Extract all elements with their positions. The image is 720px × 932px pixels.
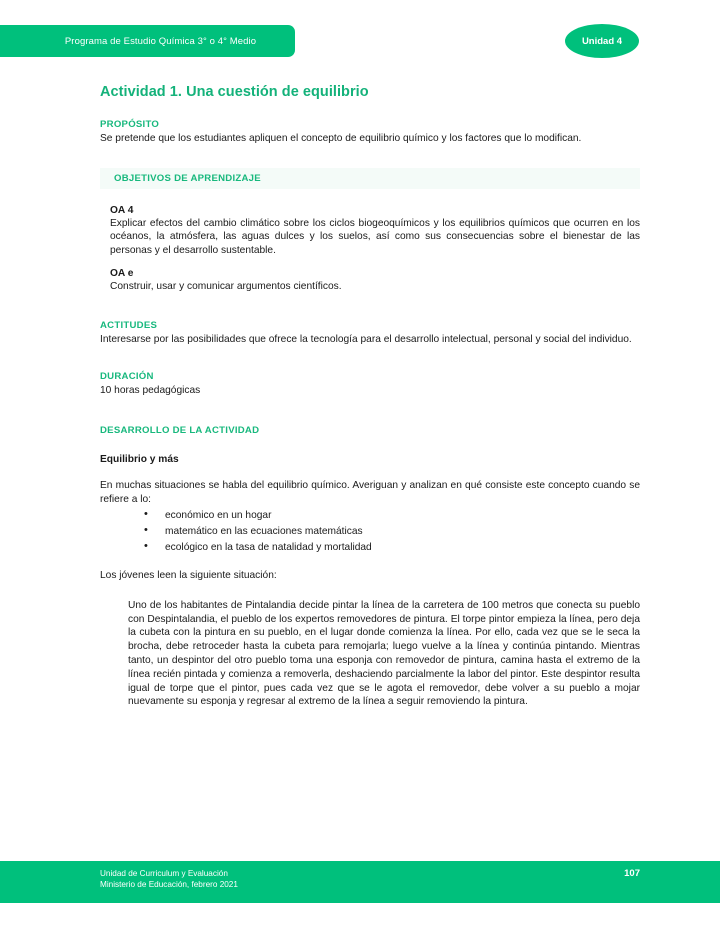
objetivo-code: OA e bbox=[110, 268, 134, 280]
objetivo-item-oa4 bbox=[100, 205, 640, 258]
page-number: 107 bbox=[624, 868, 640, 879]
footer-line-2: Ministerio de Educación, febrero 2021 bbox=[100, 880, 238, 890]
page-header bbox=[0, 25, 720, 57]
list-item: • matemático en las ecuaciones matemáticas bbox=[100, 524, 640, 540]
activity-title: Actividad 1. Una cuestión de equilibrio bbox=[100, 84, 369, 100]
proposito-heading: PROPÓSITO bbox=[100, 119, 160, 130]
footer-inner bbox=[100, 868, 640, 891]
duracion-section bbox=[100, 371, 640, 398]
objetivos-heading-band bbox=[100, 168, 640, 189]
footer-organization bbox=[100, 868, 238, 891]
list-item: • ecológico en la tasa de natalidad y mortalidad bbox=[100, 540, 640, 556]
duracion-heading: DURACIÓN bbox=[100, 370, 154, 382]
unit-badge-label: Unidad 4 bbox=[581, 35, 623, 47]
duracion-text: 10 horas pedagógicas bbox=[100, 384, 201, 396]
objetivo-item-oae bbox=[100, 268, 640, 294]
desarrollo-section bbox=[100, 425, 640, 709]
desarrollo-intro: En muchas situaciones se habla del equilibrio químico. Averiguan y analizan en qué consiste este concepto cuando se refiere a lo: bbox=[100, 480, 640, 505]
proposito-text: Se pretende que los estudiantes apliquen el concepto de equilibrio químico y los factores que lo modifican. bbox=[100, 133, 582, 144]
document-content bbox=[100, 84, 640, 719]
program-banner bbox=[0, 25, 295, 57]
actitudes-section bbox=[100, 320, 640, 347]
desarrollo-heading: DESARROLLO DE LA ACTIVIDAD bbox=[100, 425, 260, 437]
desarrollo-lead-in: Los jóvenes leen la siguiente situación: bbox=[100, 570, 277, 582]
list-item: • económico en un hogar bbox=[100, 508, 640, 524]
actitudes-text: Interesarse por las posibilidades que ofrece la tecnología para el desarrollo intelectual, personal y social del individuo. bbox=[100, 333, 632, 345]
desarrollo-bullet-list bbox=[100, 508, 640, 555]
page-footer bbox=[0, 861, 720, 903]
objetivo-code: OA 4 bbox=[110, 204, 134, 216]
proposito-section bbox=[100, 119, 640, 146]
footer-line-1: Unidad de Curriculum y Evaluación bbox=[100, 869, 228, 878]
objetivo-text: Explicar efectos del cambio climático sobre los ciclos biogeoquímicos y los equilibrios químicos que ocurren en los océanos, la atmósfera, las aguas dulces y los suelos, así como sus consecuencias sobre el bienestar de las personas y el desarrollo sustentable. bbox=[110, 217, 640, 256]
unit-badge bbox=[565, 24, 639, 58]
actitudes-heading: ACTITUDES bbox=[100, 319, 158, 331]
objetivos-heading: OBJETIVOS DE APRENDIZAJE bbox=[114, 172, 261, 184]
program-banner-label: Programa de Estudio Química 3° o 4° Medio bbox=[64, 35, 257, 47]
objetivo-text: Construir, usar y comunicar argumentos científicos. bbox=[110, 281, 342, 293]
desarrollo-story-paragraph: Uno de los habitantes de Pintalandia decide pintar la línea de la carretera de 100 metros que conecta su pueblo con Despintalandia, el pueblo de los expertos removedores de pintura. El torpe pintor empieza la línea, pero deja la cubeta con la pintura en su pueblo, en el lugar donde comienza la línea. Por ello, cada vez que se le seca la brocha, debe retroceder hasta la cubeta para remojarla; luego vuelve a la línea y continúa pintando. Mientras tanto, un despintor del otro pueblo toma una esponja con removedor de pintura, camina hasta el extremo de la línea recién pintada y comienza a removerla, deshaciendo parcialmente la labor del pintor. Este despintor resulta igual de torpe que el pintor, pues cada vez que se le agota el removedor, debe volver a su pueblo a mojar nuevamente su esponja y regresar al extremo de la línea a seguir removiendo la pintura. bbox=[128, 599, 640, 708]
desarrollo-subtitle: Equilibrio y más bbox=[100, 454, 179, 466]
